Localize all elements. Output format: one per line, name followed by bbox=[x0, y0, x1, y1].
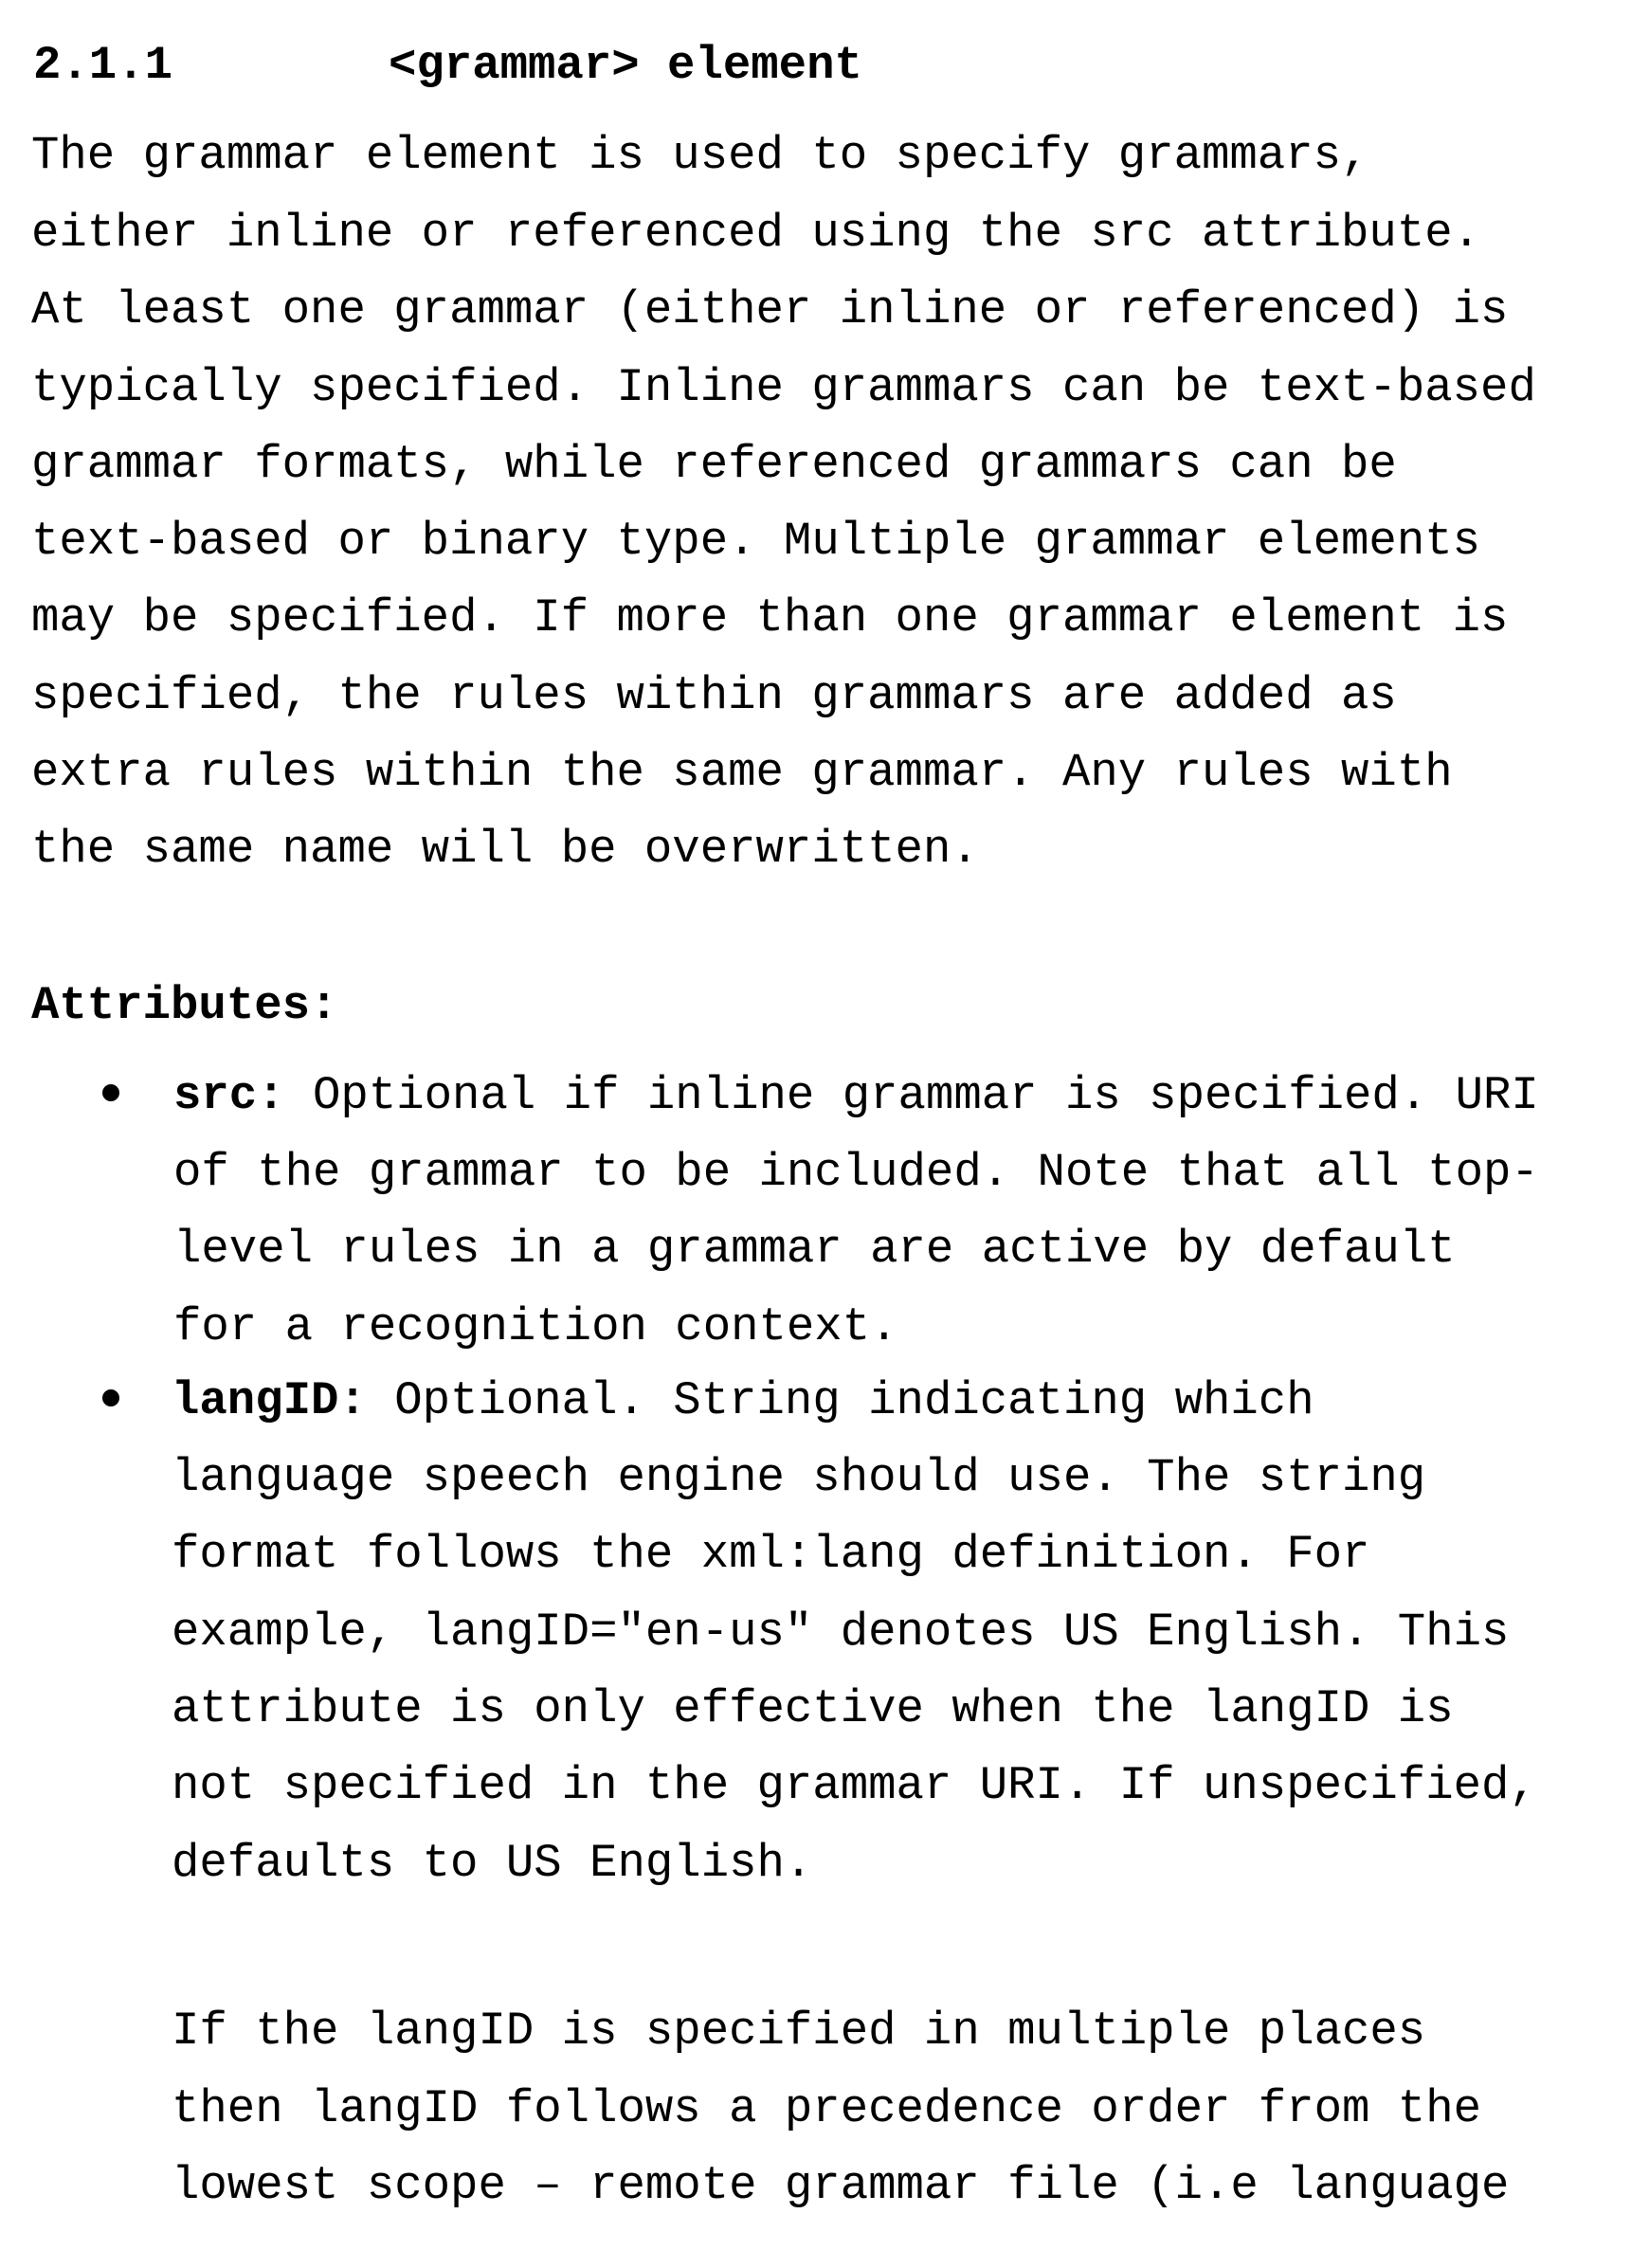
attribute-description: Optional if inline grammar is specified. URI bbox=[284, 1069, 1539, 1122]
attribute-name: src: bbox=[173, 1069, 285, 1122]
bullet-icon bbox=[102, 1389, 119, 1406]
section-number: 2.1.1 bbox=[33, 39, 173, 92]
paragraph-line: extra rules within the same grammar. Any rules with bbox=[31, 746, 1453, 799]
attribute-line: of the grammar to be included. Note that all top- bbox=[173, 1146, 1539, 1199]
attribute-name: langID: bbox=[172, 1374, 367, 1427]
paragraph-line: text-based or binary type. Multiple grammar elements bbox=[31, 515, 1481, 568]
paragraph-line: The grammar element is used to specify grammars, bbox=[31, 129, 1369, 182]
attribute-line: not specified in the grammar URI. If unspecified, bbox=[172, 1759, 1537, 1812]
attributes-label: Attributes: bbox=[31, 979, 338, 1032]
attribute-line: example, langID=″en-us″ denotes US English. This bbox=[172, 1606, 1510, 1659]
paragraph-line: specified, the rules within grammars are added as bbox=[31, 669, 1397, 722]
paragraph-line: typically specified. Inline grammars can be text-based bbox=[31, 361, 1536, 414]
attribute-line: format follows the xml:lang definition. For bbox=[172, 1528, 1370, 1581]
paragraph-line: either inline or referenced using the src attribute. bbox=[31, 207, 1481, 260]
section-title: <grammar> element bbox=[389, 39, 862, 92]
paragraph-line: the same name will be overwritten. bbox=[31, 823, 979, 876]
paragraph-line: At least one grammar (either inline or referenced) is bbox=[31, 283, 1509, 336]
note-line: If the langID is specified in multiple places bbox=[172, 2005, 1426, 2058]
note-line: lowest scope – remote grammar file (i.e language bbox=[172, 2159, 1510, 2212]
attribute-line: language speech engine should use. The string bbox=[172, 1451, 1426, 1504]
attribute-line: defaults to US English. bbox=[172, 1837, 813, 1890]
attribute-line: for a recognition context. bbox=[173, 1300, 898, 1353]
attribute-first-line bbox=[172, 1374, 1314, 1427]
attribute-line: attribute is only effective when the langID is bbox=[172, 1682, 1454, 1735]
bullet-icon bbox=[102, 1084, 119, 1101]
attribute-description: Optional. String indicating which bbox=[366, 1374, 1314, 1427]
paragraph-line: may be specified. If more than one grammar element is bbox=[31, 591, 1509, 644]
attribute-first-line bbox=[173, 1069, 1539, 1122]
paragraph-line: grammar formats, while referenced grammars can be bbox=[31, 438, 1397, 491]
attribute-line: level rules in a grammar are active by default bbox=[173, 1223, 1456, 1276]
note-line: then langID follows a precedence order from the bbox=[172, 2082, 1482, 2135]
